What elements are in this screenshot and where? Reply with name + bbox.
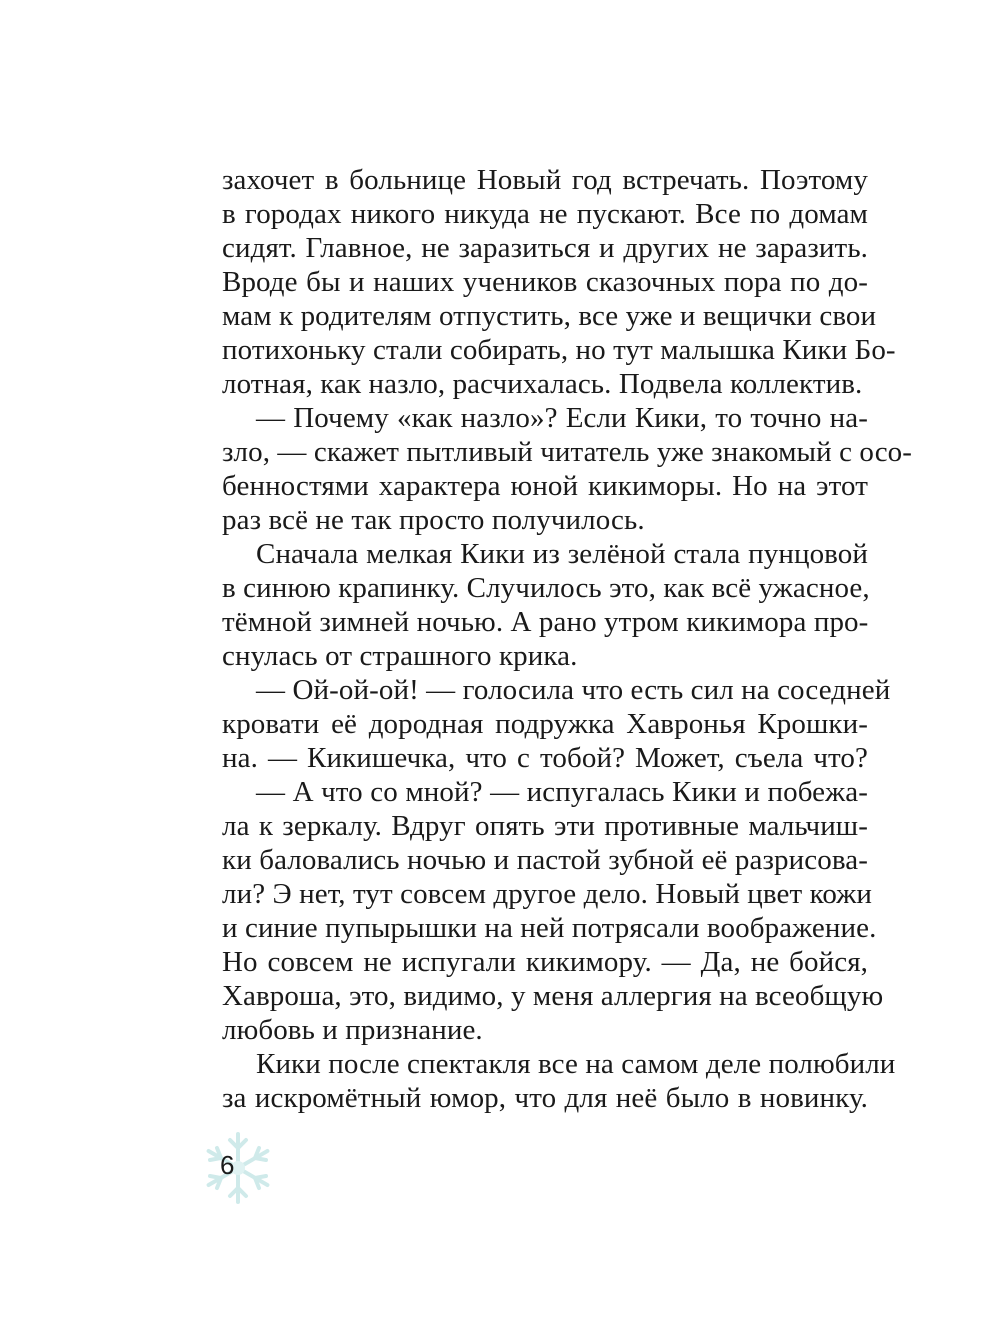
text-line: — Почему «как назло»? Если Кики, то точно на- bbox=[256, 402, 868, 434]
text-line: захочет в больнице Новый год встречать. Поэтому bbox=[222, 164, 868, 196]
page-number: 6 bbox=[220, 1150, 235, 1180]
text-line: раз всё не так просто получилось. bbox=[222, 504, 645, 536]
text-line: лотная, как назло, расчихалась. Подвела коллектив. bbox=[222, 368, 863, 400]
text-line: в городах никого никуда не пускают. Все по домам bbox=[222, 198, 868, 230]
text-line: снулась от страшного крика. bbox=[222, 640, 578, 672]
text-line: — Ой-ой-ой! — голосила что есть сил на соседней bbox=[256, 674, 891, 706]
text-line: — А что со мной? — испугалась Кики и побежа- bbox=[256, 776, 868, 808]
text-line: в синюю крапинку. Случилось это, как всё ужасное, bbox=[222, 572, 870, 604]
text-line: за искромётный юмор, что для неё было в новинку. bbox=[222, 1082, 868, 1114]
text-line: зло, — скажет пытливый читатель уже знакомый с осо- bbox=[222, 436, 913, 468]
text-line: Но совсем не испугали кикимору. — Да, не бойся, bbox=[222, 946, 868, 978]
text-line: и синие пупырышки на ней потрясали воображение. bbox=[222, 912, 877, 944]
text-line: на. — Кикишечка, что с тобой? Может, съела что? bbox=[222, 742, 868, 774]
text-line: любовь и признание. bbox=[222, 1014, 483, 1046]
text-line: Хавроша, это, видимо, у меня аллергия на всеобщую bbox=[222, 980, 884, 1012]
text-line: бенностями характера юной кикиморы. Но на этот bbox=[222, 470, 868, 502]
text-line: Кики после спектакля все на самом деле полюбили bbox=[256, 1048, 896, 1080]
text-line: тёмной зимней ночью. А рано утром кикимора про- bbox=[222, 606, 869, 638]
text-line: Вроде бы и наших учеников сказочных пора по до- bbox=[222, 266, 868, 298]
body-text bbox=[222, 163, 913, 1115]
text-line: ки баловались ночью и пастой зубной её разрисова- bbox=[222, 844, 868, 876]
text-line: мам к родителям отпустить, все уже и вещички свои bbox=[222, 300, 877, 332]
text-line: потихоньку стали собирать, но тут малышка Кики Бо- bbox=[222, 334, 896, 366]
text-line: ла к зеркалу. Вдруг опять эти противные мальчиш- bbox=[222, 810, 868, 842]
text-line: сидят. Главное, не заразиться и других не заразить. bbox=[222, 232, 868, 264]
text-line: кровати её дородная подружка Хавронья Крошки- bbox=[222, 708, 868, 740]
text-line: Сначала мелкая Кики из зелёной стала пунцовой bbox=[256, 538, 868, 570]
text-line: ли? Э нет, тут совсем другое дело. Новый цвет кожи bbox=[222, 878, 872, 910]
